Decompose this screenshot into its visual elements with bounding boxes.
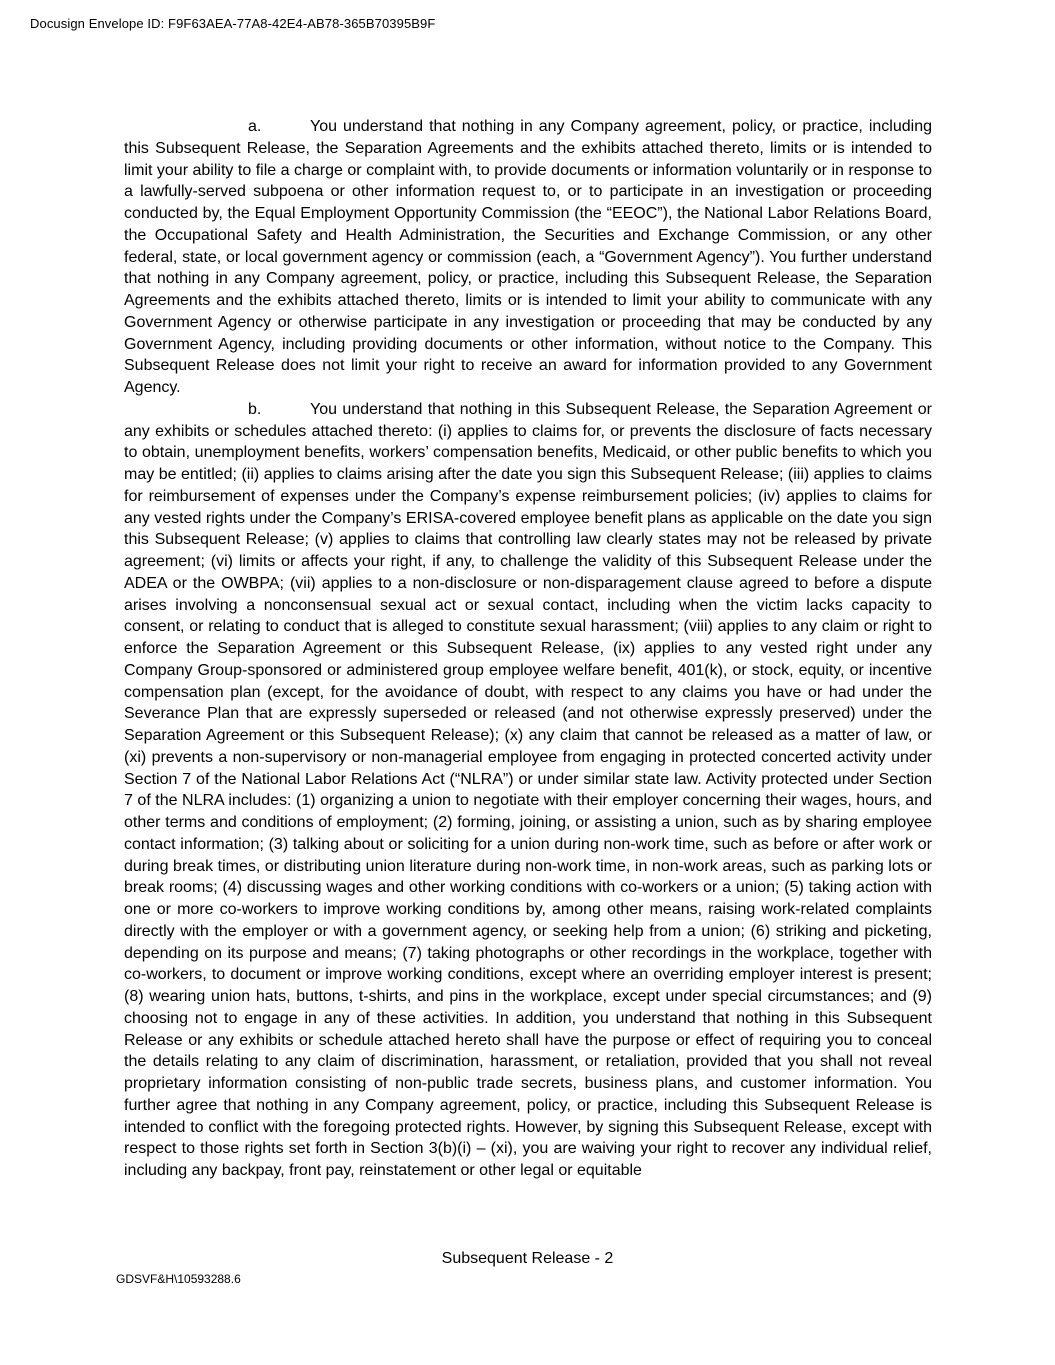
document-number: GDSVF&H\10593288.6 [116,1272,241,1286]
paragraph-a-marker: a. [248,118,262,135]
docusign-envelope-id: Docusign Envelope ID: F9F63AEA-77A8-42E4-AB78-365B70395B9F [30,16,436,31]
paragraph-b [124,399,932,1182]
paragraph-b-text: You understand that nothing in this Subsequent Release, the Separation Agreement or any exhibits or schedules attached thereto: (i) applies to claims for, or prevents the disclosure of facts necessary to obtain, unemployment benefits, workers’ compensation benefits, Medicaid, or other public benefits to which you may be entitled; (ii) applies to claims arising after the date you sign this Subsequent Release; (iii) applies to claims for reimbursement of expenses under the Company’s expense reimbursement policies; (iv) applies to claims for any vested rights under the Company’s ERISA-covered employee benefit plans as applicable on the date you sign this Subsequent Release; (v) applies to claims that controlling law clearly states may not be released by private agreement; (vi) limits or affects your right, if any, to challenge the validity of this Subsequent Release under the ADEA or the OWBPA; (vii) applies to a non-disclosure or non-disparagement clause agreed to before a dispute arises involving a nonconsensual sexual act or sexual contact, including when the victim lacks capacity to consent, or relating to conduct that is alleged to constitute sexual harassment; (viii) applies to any claim or right to enforce the Separation Agreement or this Subsequent Release, (ix) applies to any vested right under any Company Group-sponsored or administered group employee welfare benefit, 401(k), or stock, equity, or incentive compensation plan (except, for the avoidance of doubt, with respect to any claims you have or had under the Severance Plan that are expressly superseded or released (and not otherwise expressly preserved) under the Separation Agreement or this Subsequent Release); (x) any claim that cannot be released as a matter of law, or (xi) prevents a non-supervisory or non-managerial employee from engaging in protected concerted activity under Section 7 of the National Labor Relations Act (“NLRA”) or under similar state law. Activity protected under Section 7 of the NLRA includes: (1) organizing a union to negotiate with their employer concerning their wages, hours, and other terms and conditions of employment; (2) forming, joining, or assisting a union, such as by sharing employee contact information; (3) talking about or soliciting for a union during non-work time, such as before or after work or during break times, or distributing union literature during non-work time, in non-work areas, such as parking lots or break rooms; (4) discussing wages and other working conditions with co-workers or a union; (5) taking action with one or more co-workers to improve working conditions by, among other means, raising work-related complaints directly with the employer or with a government agency, or seeking help from a union; (6) striking and picketing, depending on its purpose and means; (7) taking photographs or other recordings in the workplace, together with co-workers, to document or improve working conditions, except where an overriding employer interest is present; (8) wearing union hats, buttons, t-shirts, and pins in the workplace, except under special circumstances; and (9) choosing not to engage in any of these activities. In addition, you understand that nothing in this Subsequent Release or any exhibits or schedule attached hereto shall have the purpose or effect of requiring you to conceal the details relating to any claim of discrimination, harassment, or retaliation, provided that you shall not reveal proprietary information consisting of non-public trade secrets, business plans, and customer information. You further agree that nothing in any Company agreement, policy, or practice, including this Subsequent Release is intended to conflict with the foregoing protected rights. However, by signing this Subsequent Release, except with respect to those rights set forth in Section 3(b)(i) – (xi), you are waiving your right to recover any individual relief, including any backpay, front pay, reinstatement or other legal or equitable [124,400,932,1179]
paragraph-a [124,116,932,399]
document-body [124,116,932,1182]
paragraph-b-marker: b. [248,400,262,418]
page-footer-label: Subsequent Release - 2 [441,1250,614,1267]
paragraph-a-text: You understand that nothing in any Company agreement, policy, or practice, including this Subsequent Release, the Separation Agreements and the exhibits attached thereto, limits or is intended to limit your ability to file a charge or complaint with, to provide documents or information voluntarily or in response to a lawfully-served subpoena or other information request to, or to participate in an investigation or proceeding conducted by, the Equal Employment Opportunity Commission (the “EEOC”), the National Labor Relations Board, the Occupational Safety and Health Administration, the Securities and Exchange Commission, or any other federal, state, or local government agency or commission (each, a “Government Agency”). You further understand that nothing in any Company agreement, policy, or practice, including this Subsequent Release, the Separation Agreements and the exhibits attached thereto, limits or is intended to limit your ability to communicate with any Government Agency or otherwise participate in any investigation or proceeding that may be conducted by any Government Agency, including providing documents or other information, without notice to the Company. This Subsequent Release does not limit your right to receive an award for information provided to any Government Agency. [124,118,932,396]
